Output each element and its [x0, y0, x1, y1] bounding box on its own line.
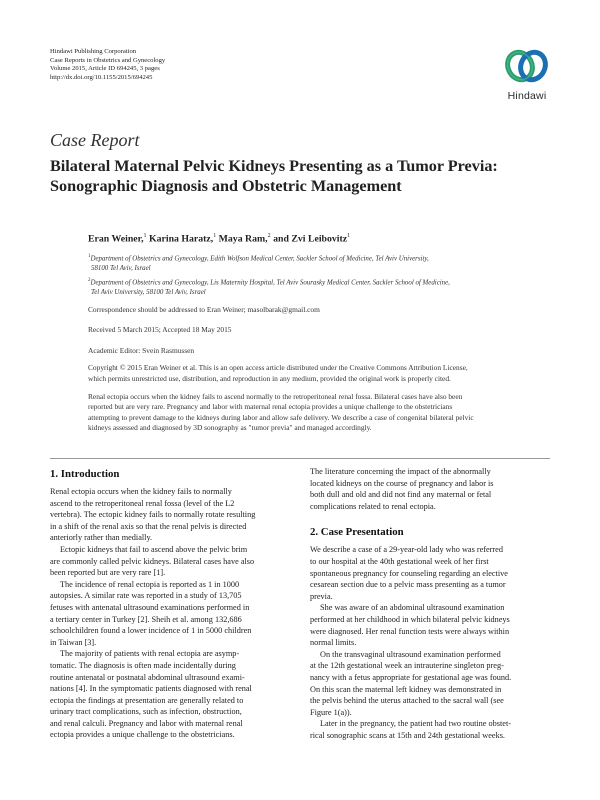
article-type: Case Report: [50, 130, 140, 150]
text-line: spontaneous pregnancy for counseling regarding an elective: [310, 568, 508, 578]
text-line: normal limits.: [310, 638, 357, 648]
paragraph: [50, 648, 292, 741]
volume-line: Volume 2015, Article ID 694245, 3 pages: [50, 65, 160, 73]
author-affil-mark: 2: [267, 233, 271, 239]
text-line: to our hospital at the 40th gestational week of her first: [310, 556, 489, 566]
text-line: in Taiwan [3].: [50, 637, 97, 647]
paragraph: [310, 602, 552, 648]
copyright-notice: [88, 362, 552, 384]
author-name: and Zvi Leibovitz: [273, 233, 348, 245]
text-line: The majority of patients with renal ectopia are asymp-: [60, 649, 240, 659]
author-affil-mark: 1: [213, 233, 217, 239]
author-name: Karina Haratz,: [148, 233, 214, 245]
text-line: The incidence of renal ectopia is reported as 1 in 1000: [60, 579, 240, 589]
correspondence: Correspondence should be addressed to Eran Weiner; masolbarak@gmail.com: [88, 305, 320, 314]
right-column: [310, 466, 552, 741]
abstract-line: Renal ectopia occurs when the kidney fails to ascend normally to the retroperitoneal renal fossa. Bilateral cases have also been: [88, 392, 463, 401]
text-line: tomatic. The diagnosis is often made incidentally during: [50, 660, 236, 670]
text-line: cesarean section due to a pelvic mass presenting as a tumor: [310, 580, 506, 590]
text-line: rical sonographic scans at 15th and 24th gestational weeks.: [310, 730, 505, 740]
text-line: Ectopic kidneys that fail to ascend above the pelvic brim: [60, 544, 248, 554]
journal-name: Case Reports in Obstetrics and Gynecology: [50, 56, 166, 64]
section-heading-introduction: 1. Introduction: [50, 468, 120, 480]
title-line: Sonographic Diagnosis and Obstetric Management: [50, 177, 402, 195]
academic-editor: Academic Editor: Svein Rasmussen: [88, 346, 195, 355]
author-name: Maya Ram,: [218, 233, 268, 245]
affiliation-text: Tel Aviv University, 58100 Tel Aviv, Israel: [91, 288, 206, 296]
author-affil-mark: 1: [143, 233, 147, 239]
author-name: Eran Weiner,: [88, 233, 144, 245]
abstract-line: kidneys assessed and diagnosed by 3D sonography as "tumor previa" and managed accordingly.: [88, 423, 372, 433]
text-line: were diagnosed. Her renal function tests were always within: [310, 626, 510, 636]
received-dates: Received 5 March 2015; Accepted 18 May 2015: [88, 325, 232, 334]
text-line: urinary tract complications, such as infection, obstruction,: [50, 707, 242, 717]
author-list: [88, 233, 350, 244]
abstract-line: reported but are very rare. Pregnancy and labor with maternal renal ectopia provides a unique challenge to the obstetricians: [88, 402, 453, 412]
abstract: [88, 392, 552, 434]
affiliation-mark: 2: [88, 278, 91, 283]
copyright-line: Copyright © 2015 Eran Weiner et al. This is an open access article distributed under the Creative Commons Attribution License,: [88, 363, 468, 372]
text-line: routine antenatal or postnatal abdominal ultrasound exami-: [50, 672, 245, 682]
paragraph: [310, 718, 552, 741]
paragraph: [50, 544, 292, 579]
text-line: On the transvaginal ultrasound examination performed: [320, 649, 501, 659]
publisher-line: Hindawi Publishing Corporation: [50, 48, 137, 55]
section-heading-case-presentation: 2. Case Presentation: [310, 526, 404, 539]
text-line: complications related to renal ectopia.: [310, 501, 436, 511]
paragraph: [310, 649, 552, 719]
text-line: On this scan the maternal left kidney was demonstrated in: [310, 684, 502, 694]
text-line: at the 12th gestational week an intrauterine singleton preg-: [310, 661, 504, 671]
article-title: [50, 156, 570, 196]
text-line: autopsies. A similar rate was reported in a study of 13,705: [50, 591, 242, 601]
text-line: Later in the pregnancy, the patient had two routine obstet-: [320, 719, 511, 729]
text-line: a tertiary center in Turkey [2]. Sheih et al. among 132,686: [50, 614, 242, 624]
text-line: both dull and old and did not find any maternal or fetal: [310, 490, 492, 500]
paragraph: [50, 486, 292, 544]
text-line: located kidneys on the course of pregnancy and labor is: [310, 478, 494, 488]
text-line: in a shift of the renal axis so that the renal pelvis is directed: [50, 521, 247, 531]
paragraph: [310, 466, 552, 512]
text-line: vertebra). The ectopic kidney fails to normally rotate resulting: [50, 510, 256, 520]
author-affil-mark: 1: [347, 233, 351, 239]
text-line: fetuses with antenatal ultrasound examinations performed in: [50, 602, 250, 612]
left-column: [50, 466, 292, 741]
text-line: previa.: [310, 591, 333, 601]
hindawi-logo: [500, 44, 554, 104]
text-line: schoolchildren found a lower incidence of 1 in 5000 children: [50, 626, 252, 636]
text-line: Figure 1(a)).: [310, 707, 352, 717]
text-line: are commonly called pelvic kidneys. Bilateral cases have also: [50, 556, 255, 566]
text-line: Renal ectopia occurs when the kidney fails to normally: [50, 487, 232, 496]
affiliation-text: Department of Obstetrics and Gynecology, Lis Maternity Hospital, Tel Aviv Sourasky Medical Center, Sackler School of Medicine,: [90, 279, 450, 287]
hindawi-wordmark: Hindawi: [507, 90, 547, 102]
text-line: ectopia the findings at presentation are generally related to: [50, 695, 244, 705]
hindawi-rings-icon: [500, 44, 554, 90]
affiliation-mark: 1: [88, 254, 91, 259]
text-line: and renal calculi. Pregnancy and labor with maternal renal: [50, 718, 243, 728]
affiliation-1: [88, 252, 558, 273]
text-line: been reported but are very rare [1].: [50, 568, 166, 578]
text-line: the pelvis behind the uterus attached to the sacral wall (see: [310, 696, 504, 706]
abstract-line: attempting to prevent damage to the kidneys during labor and allow safe delivery. We describe a case of congenital bilateral pelvic: [88, 412, 474, 422]
text-line: She was aware of an abdominal ultrasound examination: [320, 603, 505, 613]
paragraph: [310, 544, 552, 602]
paragraph: [50, 579, 292, 649]
title-line: Bilateral Maternal Pelvic Kidneys Presenting as a Tumor Previa:: [50, 157, 498, 175]
text-line: performed at her childhood in which bilateral pelvic kidneys: [310, 614, 510, 624]
doi-link[interactable]: http://dx.doi.org/10.1155/2015/694245: [50, 73, 153, 81]
text-line: nations [4]. In the symptomatic patients diagnosed with renal: [50, 684, 252, 694]
text-line: anteriorly rather than medially.: [50, 533, 153, 543]
text-line: ascend to the retroperitoneal renal fossa (level of the L2: [50, 498, 235, 508]
affiliation-text: 58100 Tel Aviv, Israel: [91, 264, 151, 272]
section-divider: [50, 458, 550, 459]
text-line: The literature concerning the impact of the abnormally: [310, 467, 491, 476]
text-line: ectopia provides a unique challenge to the obstetricians.: [50, 730, 235, 740]
text-line: nancy with a fetus appropriate for gestational age was found.: [310, 672, 512, 682]
affiliation-text: Department of Obstetrics and Gynecology, Edith Wolfson Medical Center, Sackler School of Medicine, Tel Aviv University,: [90, 255, 429, 263]
text-line: We describe a case of a 29-year-old lady who was referred: [310, 545, 503, 555]
journal-info: [50, 48, 165, 82]
copyright-line: which permits unrestricted use, distribution, and reproduction in any medium, provided the original work is properly cited.: [88, 374, 451, 383]
affiliation-2: [88, 276, 558, 297]
